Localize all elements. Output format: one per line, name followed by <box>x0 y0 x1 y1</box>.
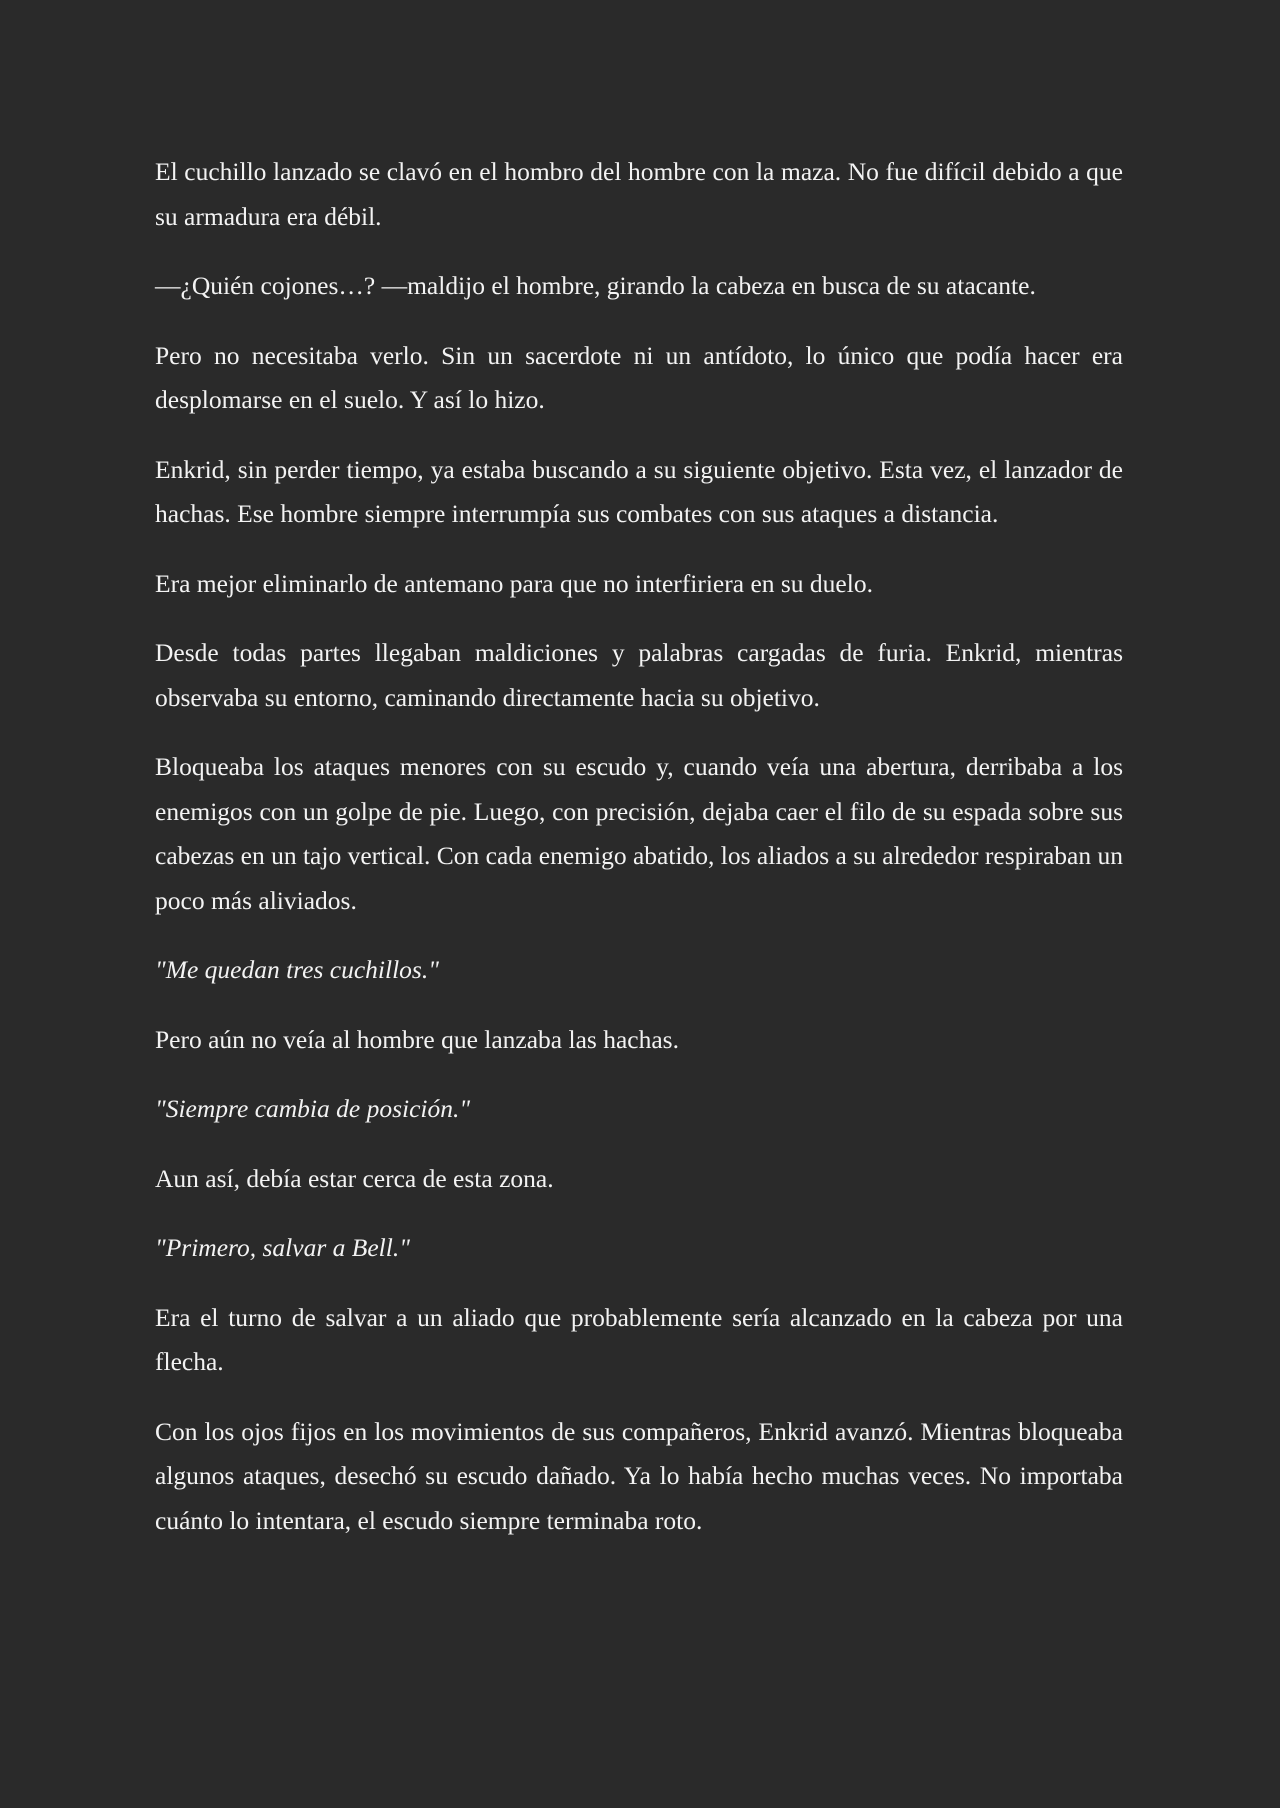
paragraph: El cuchillo lanzado se clavó en el hombro del hombre con la maza. No fue difícil debido a que su armadura era débil. <box>155 157 1123 231</box>
paragraph: Pero aún no veía al hombre que lanzaba las hachas. <box>155 1024 679 1054</box>
dialogue-paragraph: —¿Quién cojones…? —maldijo el hombre, girando la cabeza en busca de su atacante. <box>155 271 1036 300</box>
paragraph: Enkrid, sin perder tiempo, ya estaba buscando a su siguiente objetivo. Esta vez, el lanzador de hachas. Ese hombre siempre interrumpía sus combates con sus ataques a distancia. <box>155 454 1123 528</box>
paragraph: Desde todas partes llegaban maldiciones y palabras cargadas de furia. Enkrid, mientras observaba su entorno, caminando directamente hacia su objetivo. <box>155 638 1123 712</box>
paragraph: Bloqueaba los ataques menores con su escudo y, cuando veía una abertura, derribaba a los enemigos con un golpe de pie. Luego, con precisión, dejaba caer el filo de su espada sobre sus cabezas en un tajo vertical. Con cada enemigo abatido, los aliados a su alrededor respiraban un poco más aliviados. <box>155 752 1123 915</box>
thought-paragraph: "Siempre cambia de posición." <box>155 1094 471 1123</box>
paragraph: Era mejor eliminarlo de antemano para que no interfiriera en su duelo. <box>155 568 873 598</box>
paragraph: Pero no necesitaba verlo. Sin un sacerdote ni un antídoto, lo único que podía hacer era desplomarse en el suelo. Y así lo hizo. <box>155 340 1123 414</box>
thought-paragraph: "Primero, salvar a Bell." <box>155 1233 410 1262</box>
paragraph: Con los ojos fijos en los movimientos de sus compañeros, Enkrid avanzó. Mientras bloqueaba algunos ataques, desechó su escudo dañado. Ya lo había hecho muchas veces. No importaba cuánto lo intentara, el escudo siempre terminaba roto. <box>155 1416 1123 1535</box>
thought-paragraph: "Me quedan tres cuchillos." <box>155 955 439 984</box>
paragraph: Aun así, debía estar cerca de esta zona. <box>155 1163 554 1193</box>
chapter-text <box>155 150 1123 1568</box>
paragraph: Era el turno de salvar a un aliado que probablemente sería alcanzado en la cabeza por una flecha. <box>155 1302 1123 1376</box>
